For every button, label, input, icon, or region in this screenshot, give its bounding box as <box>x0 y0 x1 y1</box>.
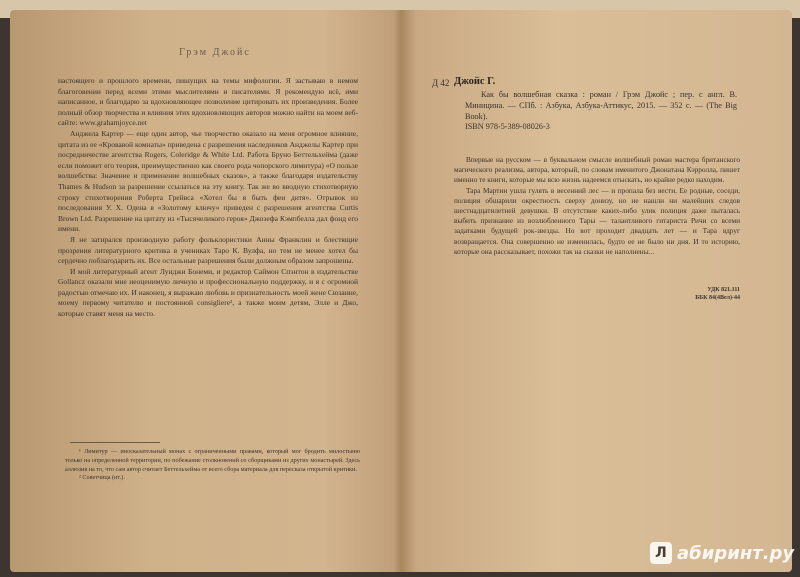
author-heading: Джойс Г. <box>454 76 496 87</box>
bibliographic-code: Д 42 <box>432 78 450 88</box>
paragraph: Я не затирался производную работу фольклористики Анны Франклин и блестящие прозрения литературного критика в учениках Таро К. Вулфа, но тем не менее хотел бы сердечно поблагодарить их. Все остальные разрешения были должным образом запрошены. <box>58 234 358 266</box>
left-page <box>10 10 400 572</box>
footnotes <box>65 448 360 483</box>
isbn: ISBN 978-5-389-08026-3 <box>465 122 550 132</box>
footnote: ¹ Лимитур — иносказательный монах с ограниченными правами, который мог бродить милостыню только на определенной территории, по побежание столкновений со сборщиками из других монастырей. Здесь аллюзия на то, что сам автор считает Беттельхейма от всего сбора материала для пересказа открытой критики. <box>65 448 360 473</box>
footnote: ² Советчица (ит.). <box>79 474 125 482</box>
right-page <box>402 10 795 572</box>
annotation-paragraph: Впервые на русском — в буквальном смысле волшебный роман мастера британского магического реализма, автора, который, по словам именитого Джонатана Кэрролла, пишет именно те книги, которые мы всю жизнь надеемся отыскать, но крайне редко находим. <box>454 155 740 185</box>
classification-codes <box>660 286 740 302</box>
book-spread <box>10 10 795 572</box>
watermark-text: абиринт.ру <box>677 542 795 564</box>
labirint-logo-icon: Л <box>650 542 672 564</box>
paragraph: Анджела Картер — еще один автор, чье творчество оказало на меня огромное влияние, цитата из ее «Кровавой комнаты» приведена с разрешения наследников Анджелы Картер при посредничестве агентства Rogers, Coleridge & White Ltd. Работа Бруно Беттельхейма (даже если поможет его теория, преимущественно как своего рода чопорского лимитура) «О пользе волшебства: Значение и применение волшебных сказок», а также благодаря издательству Thames & Hudson за разрешение ссылаться на эту книгу. Так же во вводную стихотворную строку стихотворения Роберта Грейвса «Хотел бы я быть феи дитя». Отрывок из последования У. Х. Одена в «Золотому ключу» приведен с разрешения агентства Curtis Brown Ltd. Разрешение на цитату из «Тысячеликого героя» Джозефа Кэмпбелла дал фонд его имени. <box>58 128 358 234</box>
udk-code: УДК 821.111 <box>707 287 740 293</box>
annotation-paragraph: Тара Мартин ушла гулять в весенний лес — и пропала без вести. Ее родные, соседи, полиция обшарили окрестность сверху донизу, но не нашли ни малейших следов шестнадцатилетней девушки. В отсутствие каких-либо улик полиция даже пыталась выбить признание из возлюбленного Тары — талантливого гитариста Ричи со всеми задатками будущей рок-звезды. Но вот проходит двадцать лет — и Тара вдруг возвращается. Она совершенно не изменилась, будто ее не было ни дня. И то историю, которые она рассказывает, похожи так на сказки не наполнены... <box>454 185 740 256</box>
acknowledgements-text <box>58 76 358 320</box>
bibliographic-description <box>465 90 737 133</box>
running-head: Грэм Джойс <box>179 47 251 58</box>
footnote-divider <box>70 442 160 443</box>
paragraph: И мой литературный агент Луиджи Бонеми, и редактор Саймон Спэнтон в издательстве Gollancz оказали мне неоценимую личную и профессиональную поддержку, и я с огромной радостью отмечаю их. И наконец, я выражаю любовь и признательность моей жене Сюзанне, моему первому читателю и постоянной consigliere², а также моим детям, Элле и Джо, которые ставят меня на место. <box>58 266 358 319</box>
bbk-code: ББК 84(4Вел)-44 <box>695 295 740 301</box>
title-line: Как бы волшебная сказка : роман / Грэм Джойс ; пер. с англ. В. Миницина. — СПб. : Азбука, Азбука-Аттикус, 2015. — 352 с. — (The Big Book). <box>465 90 737 121</box>
labirint-watermark <box>650 542 794 564</box>
annotation <box>454 155 740 257</box>
paragraph: настоящего и прошлого времени, пишущих на темы мифологии. Я застываю в немом благоговении перед всеми этими мыслителями и писателями. Я рекомендую всё, ими написанное, и благодарю за вдохновляющее позволение цитировать их произведения. Более полный обзор творчества и влияния этих вдохновляющих авторов можно найти на моем веб-сайте: www.grahamjoyce.net <box>58 76 358 128</box>
